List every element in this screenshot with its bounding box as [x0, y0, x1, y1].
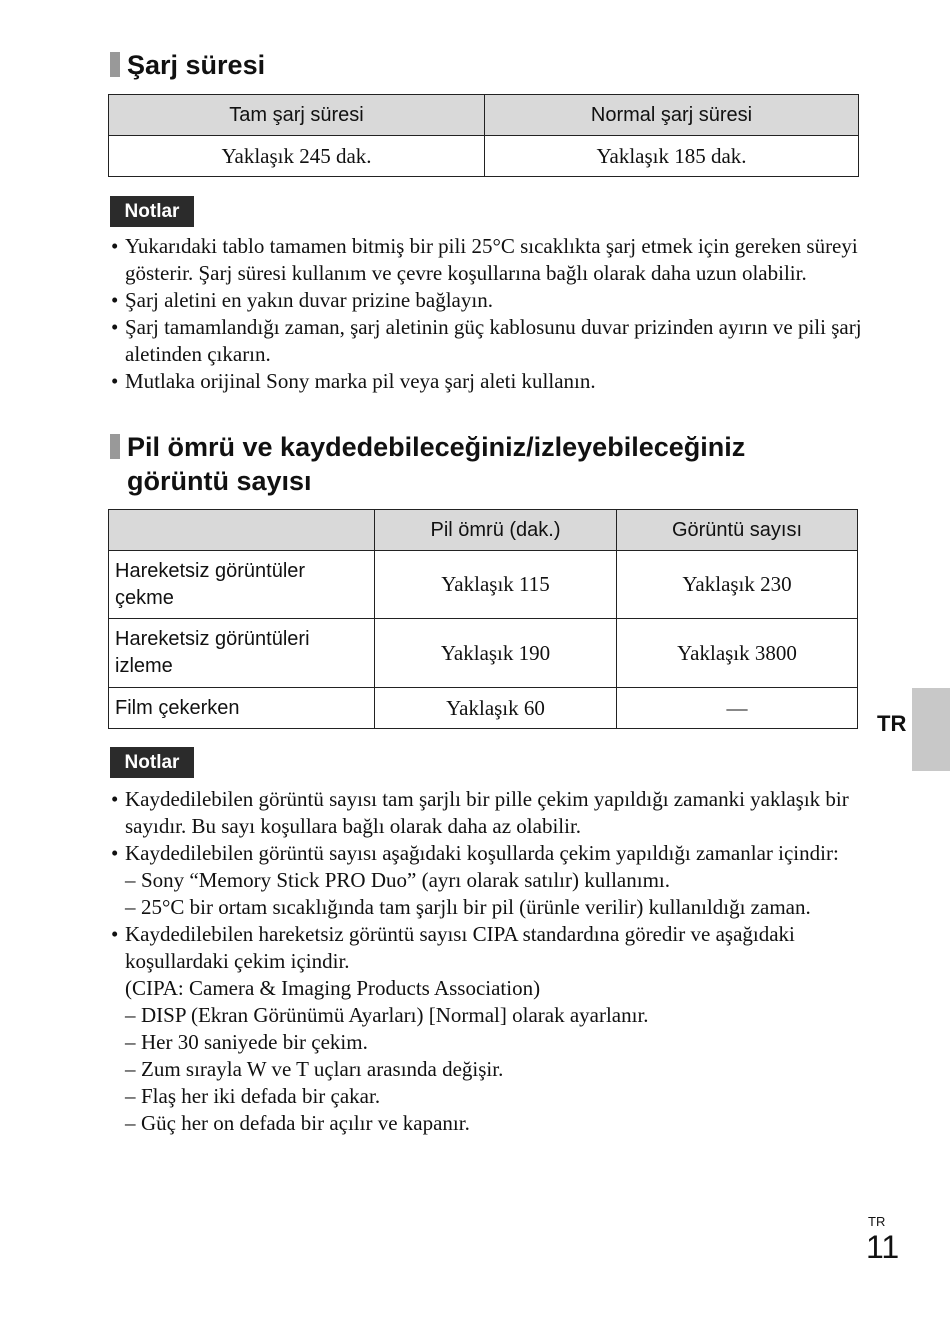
table-cell: Yaklaşık 185 dak. [485, 136, 859, 177]
dash: – [125, 1057, 136, 1081]
page-language-code: TR [868, 1214, 886, 1229]
bullet: • [111, 787, 119, 811]
table-cell: Yaklaşık 190 [375, 619, 617, 688]
bullet: • [111, 841, 119, 865]
list-item: • Şarj tamamlandığı zaman, şarj aletinin güç kablosunu duvar prizinden ayırın ve pili şarj aletinden çıkarın. [111, 315, 862, 366]
page-number: 11 [866, 1229, 900, 1265]
list-item: • Şarj aletini en yakın duvar prizine bağlayın. [111, 288, 493, 312]
bullet: • [111, 922, 119, 946]
battery-life-table [108, 509, 858, 729]
heading-marker [110, 52, 120, 77]
table-row [109, 619, 858, 688]
list-item: – Sony “Memory Stick PRO Duo” (ayrı olarak satılır) kullanımı. [125, 868, 670, 892]
bullet: • [111, 315, 119, 339]
table-row [109, 688, 858, 729]
table-row-label: Hareketsiz görüntüleri izleme [109, 619, 375, 688]
list-item: • Kaydedilebilen görüntü sayısı aşağıdaki koşullarda çekim yapıldığı zamanlar içindir: [111, 841, 839, 865]
list-item: – Flaş her iki defada bir çakar. [125, 1084, 381, 1108]
table-header [109, 510, 375, 551]
table-header: Görüntü sayısı [617, 510, 858, 551]
table-row-label: Film çekerken [109, 688, 375, 729]
section-heading-text: Pil ömrü ve kaydedebileceğiniz/izleyebileceğiniz [127, 432, 746, 462]
list-item: • Mutlaka orijinal Sony marka pil veya şarj aleti kullanın. [111, 369, 596, 393]
table-row [109, 551, 858, 619]
list-item: – Zum sırayla W ve T uçları arasında değişir. [125, 1057, 504, 1081]
table-cell: Yaklaşık 60 [375, 688, 617, 729]
list-item: (CIPA: Camera & Imaging Products Association) [125, 976, 541, 1000]
section-heading-battery-life [110, 430, 745, 498]
table-row-label: Hareketsiz görüntüler çekme [109, 551, 375, 619]
list-item: – DISP (Ekran Görünümü Ayarları) [Normal] olarak ayarlanır. [125, 1003, 649, 1027]
table-header: Pil ömrü (dak.) [375, 510, 617, 551]
notes-badge: Notlar [110, 747, 194, 778]
dash: – [125, 1111, 136, 1135]
section-heading-text: Şarj süresi [127, 50, 266, 80]
notes-badge: Notlar [110, 196, 194, 227]
bullet: • [111, 369, 119, 393]
table-cell: — [617, 688, 858, 729]
list-item: • Kaydedilebilen görüntü sayısı tam şarjlı bir pille çekim yapıldığı zamanki yaklaşık bir sayıdır. Bu sayı koşullara bağlı olarak daha az olabilir. [111, 787, 849, 838]
section-heading-text: görüntü sayısı [127, 466, 312, 496]
table-header: Normal şarj süresi [485, 95, 859, 136]
table-cell: Yaklaşık 3800 [617, 619, 858, 688]
bullet: • [111, 234, 119, 258]
dash: – [125, 1084, 136, 1108]
section-heading-charging-time [110, 48, 265, 82]
list-item: – Her 30 saniyede bir çekim. [125, 1030, 368, 1054]
table-cell: Yaklaşık 245 dak. [109, 136, 485, 177]
dash: – [125, 1003, 136, 1027]
dash: – [125, 895, 136, 919]
language-tab-label: TR [877, 711, 907, 736]
language-tab [912, 688, 950, 771]
table-cell: Yaklaşık 115 [375, 551, 617, 619]
heading-marker [110, 434, 120, 459]
table-header: Tam şarj süresi [109, 95, 485, 136]
list-item: • Yukarıdaki tablo tamamen bitmiş bir pili 25°C sıcaklıkta şarj etmek için gereken süreyi gösterir. Şarj süresi kullanım ve çevre koşullarına bağlı olarak daha uzun olabilir. [111, 234, 858, 285]
dash: – [125, 1030, 136, 1054]
list-item: • Kaydedilebilen hareketsiz görüntü sayısı CIPA standardına göredir ve aşağıdaki koşullardaki çekim içindir. [111, 922, 795, 973]
dash: – [125, 868, 136, 892]
table-cell: Yaklaşık 230 [617, 551, 858, 619]
notes-list [110, 233, 862, 395]
list-item: – Güç her on defada bir açılır ve kapanır. [125, 1111, 470, 1135]
charging-time-table [108, 94, 859, 177]
list-item: – 25°C bir ortam sıcaklığında tam şarjlı bir pil (ürünle verilir) kullanıldığı zaman. [125, 895, 811, 919]
notes-list [110, 786, 862, 1137]
bullet: • [111, 288, 119, 312]
